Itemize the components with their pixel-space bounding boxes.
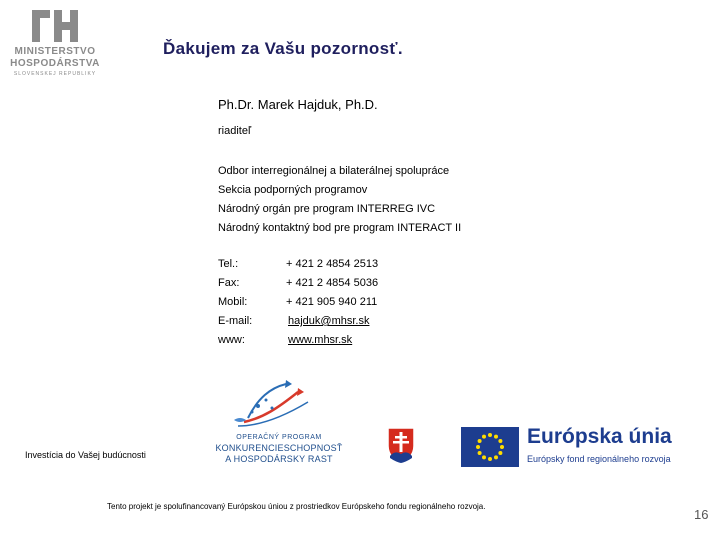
- department-line: Národný orgán pre program INTERREG IVC: [218, 203, 436, 215]
- contact-name: Ph.Dr. Marek Hajduk, Ph.D.: [218, 97, 378, 112]
- op-logo-line3: A HOSPODÁRSKY RAST: [225, 454, 333, 464]
- department-line: Národný kontaktný bod pre program INTERACT II: [218, 222, 462, 234]
- contact-role: riaditeľ: [218, 125, 252, 137]
- eu-logo-subtitle: Európsky fond regionálneho rozvoja: [527, 454, 671, 464]
- contact-label-tel: Tel.:: [218, 258, 239, 270]
- department-line: Sekcia podporných programov: [218, 184, 368, 196]
- footer-note: Tento projekt je spolufinancovaný Európskou úniou z prostriedkov Európskeho fondu regionálneho rozvoja.: [107, 502, 486, 511]
- website-link[interactable]: www.mhsr.sk: [288, 334, 353, 346]
- department-line: Odbor interregionálnej a bilaterálnej spolupráce: [218, 165, 450, 177]
- eu-logo-title: Európska únia: [527, 425, 672, 448]
- ministry-logo-line1: MINISTERSTVO: [14, 46, 96, 57]
- contact-label-www: www:: [218, 334, 245, 346]
- page-number: 16: [694, 507, 709, 522]
- slovak-emblem-icon: [386, 426, 416, 464]
- ministry-logo: [10, 8, 100, 80]
- page-title: Ďakujem za Vašu pozornosť.: [163, 39, 403, 58]
- investment-slogan: Investícia do Vašej budúcnosti: [25, 450, 146, 460]
- contact-label-email: E-mail:: [218, 315, 253, 327]
- ministry-logo-line3: SLOVENSKEJ REPUBLIKY: [13, 71, 97, 77]
- contact-value-fax: + 421 2 4854 5036: [286, 277, 379, 289]
- ministry-logo-icon: [30, 8, 80, 44]
- op-logo-line2: KONKURENCIESCHOPNOSŤ: [215, 443, 343, 453]
- op-logo-icon: [208, 378, 350, 432]
- eu-flag-icon: [461, 427, 519, 467]
- contact-label-fax: Fax:: [218, 277, 240, 289]
- contact-value-mobile: + 421 905 940 211: [286, 296, 378, 308]
- email-link[interactable]: hajduk@mhsr.sk: [288, 315, 370, 327]
- contact-label-mobile: Mobil:: [218, 296, 248, 308]
- op-logo-line1: OPERAČNÝ PROGRAM: [236, 434, 322, 441]
- contact-value-tel: + 421 2 4854 2513: [286, 258, 379, 270]
- ministry-logo-line2: HOSPODÁRSTVA: [10, 58, 100, 69]
- op-logo: [208, 378, 350, 470]
